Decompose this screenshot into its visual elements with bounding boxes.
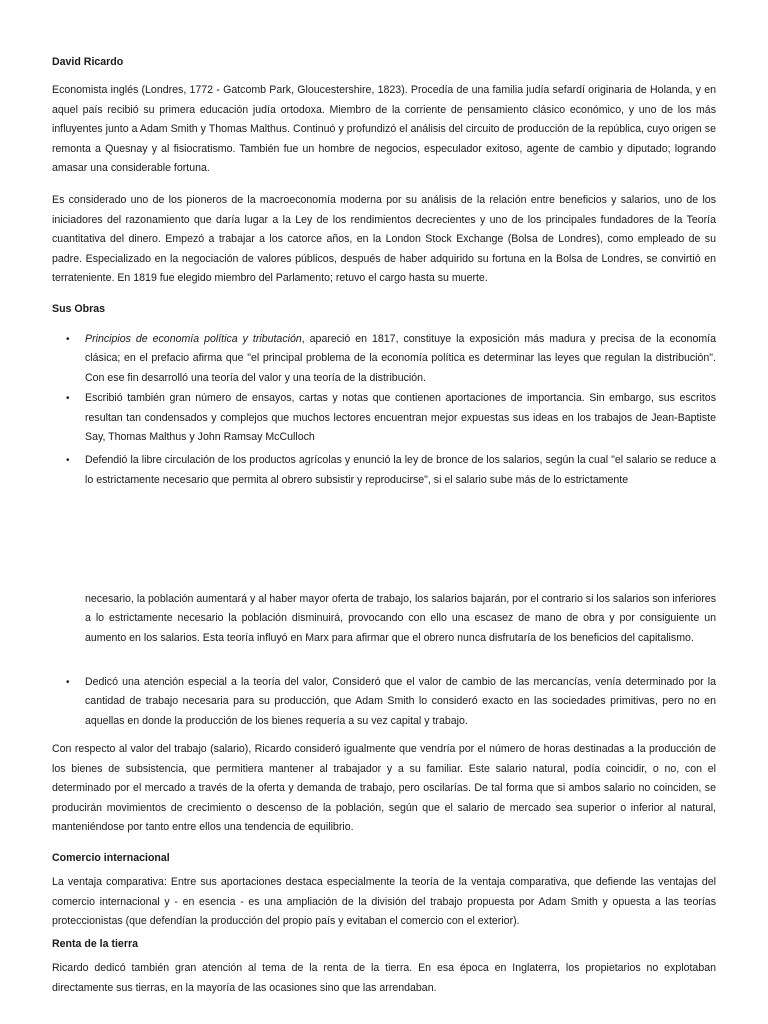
work-description: Escribió también gran número de ensayos, cartas y notas que contienen aportaciones de importancia. Sin embargo, sus escritos resultan tan condensados y complejos que muchos lectores encuentran mejor expuestas sus ideas en los trabajos de Jean-Baptiste Say, Thomas Malthus y John Ramsay McCulloch: [85, 392, 716, 444]
intro-paragraph: Economista inglés (Londres, 1772 - Gatcomb Park, Gloucestershire, 1823). Procedía de una familia judía sefardí originaria de Holanda, y en aquel país recibió su primera educación judía ortodoxa. Miembro de la corriente de pensamiento clásico económico, y uno de los más influyentes junto a Adam Smith y Thomas Malthus. Continuó y profundizó el análisis del circuito de producción de la república, cuyo origen se remonta a Quesnay y al fisiocratismo. También fue un hombre de negocios, especulador exitoso, agente de cambio y diputado; logrando amasar una considerable fortuna.: [52, 84, 716, 175]
work-description: Defendió la libre circulación de los productos agrícolas y enunció la ley de bronce de los salarios, según la cual "el salario se reduce a lo estrictamente necesario que permita al obrero subsistir y reproducirse", si el salario sube más de lo estrictamente: [85, 454, 716, 486]
trade-paragraph: La ventaja comparativa: Entre sus aportaciones destaca especialmente la teoría de la ventaja comparativa, que defiende las ventajas del comercio internacional y - en esencia - es una ampliación de la división del trabajo propuesta por Adam Smith y opuesta a las teorías proteccionistas (que defendían la producción del propio país y evitaban el comercio con el exterior).: [52, 876, 716, 928]
list-item: [52, 330, 716, 388]
works-continued: [85, 590, 716, 648]
work-title: Principios de economía política y tributación: [85, 333, 302, 345]
work-description: , apareció en 1817, constituye la exposición más madura y precisa de la economía clásica; en el prefacio afirma que "el principal problema de la economía política es determinar las leyes que regulan la distribución". Con ese fin desarrolló una teoría del valor y una teoría de la distribución.: [85, 333, 717, 384]
value-theory-text: Dedicó una atención especial a la teoría del valor, Consideró que el valor de cambio de las mercancías, venía determinado por la cantidad de trabajo necesaria para su producción, que Adam Smith lo consideró exacto en las sociedades primitivas, pero no en aquellas en donde la producción de los bienes requería a su vez capital y trabajo.: [85, 676, 716, 727]
rent-heading: Renta de la tierra: [52, 938, 138, 950]
bullet-icon: •: [66, 455, 70, 467]
trade-heading: Comercio internacional: [52, 852, 170, 864]
pioneer-paragraph: Es considerado uno de los pioneros de la macroeconomía moderna por su análisis de la relación entre beneficios y salarios, uno de los iniciadores del razonamiento que daría lugar a la Ley de los rendimientos decrecientes y uno de los principales fundadores de la Teoría cuantitativa del dinero. Empezó a trabajar a los catorce años, en la London Stock Exchange (Bolsa de Londres), como empleado de su padre. Especializado en la negociación de valores públicos, después de haber adquirido su fortuna en la Bolsa de Londres, se convirtió en terrateniente. En 1819 fue elegido miembro del Parlamento; retuvo el cargo hasta su muerte.: [52, 194, 716, 285]
page-title: David Ricardo: [52, 56, 124, 68]
list-item: [52, 451, 716, 490]
salary-paragraph: Con respecto al valor del trabajo (salario), Ricardo consideró igualmente que vendría por el número de horas destinadas a la producción de los bienes de subsistencia, que permitiera mantener al trabajador y a su familiar. Este salario natural, podía coincidir, o no, con el determinado por el mercado a través de la oferta y demanda de trabajo, pero oscilarías. De tal forma que si ambos salario no coinciden, se producirán movimientos de crecimiento o descenso de la población, según que el salario de mercado sea superior o inferior al natural, manteniéndose por tanto entre ellos una tendencia de equilibrio.: [52, 743, 716, 834]
works-heading: Sus Obras: [52, 303, 105, 315]
bullet-icon: •: [66, 334, 70, 345]
list-item: [52, 673, 716, 731]
works-continued-text: necesario, la población aumentará y al haber mayor oferta de trabajo, los salarios bajarán, por el contrario si los salarios son inferiores a lo estrictamente necesario la población disminuirá, provocando con ello una escasez de mano de obra y por consiguiente un aumento en los salarios. Esta teoría influyó en Marx para afirmar que el obrero nunca disfrutaría de los beneficios del capitalismo.: [85, 593, 716, 644]
rent-paragraph: Ricardo dedicó también gran atención al tema de la renta de la tierra. En esa época en Inglaterra, los propietarios no explotaban directamente sus tierras, en la mayoría de las ocasiones sino que las arrendaban.: [52, 962, 716, 994]
works-list: [52, 330, 716, 490]
list-item: [52, 389, 716, 447]
bullet-icon: •: [66, 393, 70, 405]
value-list: [52, 673, 716, 731]
bullet-icon: •: [66, 677, 70, 688]
